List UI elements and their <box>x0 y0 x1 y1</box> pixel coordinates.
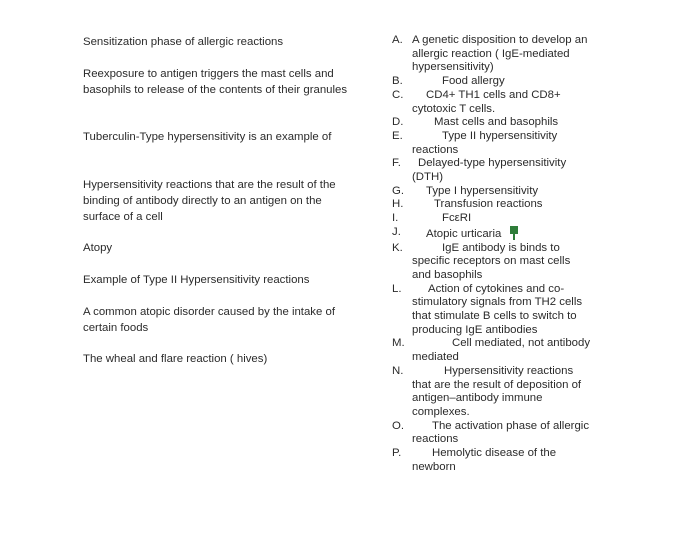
option-text: Atopic urticaria <box>426 227 502 240</box>
option-d <box>392 116 592 130</box>
option-letter: P. <box>392 447 402 460</box>
option-p <box>392 447 592 474</box>
option-letter: F. <box>392 157 401 170</box>
option-text: The activation phase of allergic reactions <box>412 419 590 446</box>
option-letter: O. <box>392 419 405 432</box>
question-1: Sensitization phase of allergic reactions <box>83 36 284 48</box>
option-text: Type II hypersensitivity reactions <box>412 129 558 156</box>
option-letter: B. <box>392 75 403 88</box>
option-k <box>392 242 592 283</box>
option-text: FcεRI <box>442 212 472 225</box>
option-text: Hypersensitivity reactions that are the result of deposition of antigen–antibody immune complexes. <box>412 364 582 418</box>
flag-icon <box>509 226 519 240</box>
option-b <box>392 75 592 89</box>
option-letter: M. <box>392 337 405 350</box>
option-c <box>392 89 592 116</box>
option-h <box>392 198 592 212</box>
question-3: Tuberculin-Type hypersensitivity is an example of <box>83 131 332 143</box>
option-text: CD4+ TH1 cells and CD8+ cytotoxic T cells. <box>412 88 561 115</box>
option-letter: A. <box>392 34 403 46</box>
option-letter: E. <box>392 129 403 142</box>
option-o <box>392 420 592 447</box>
question-8: The wheal and flare reaction ( hives) <box>83 353 268 365</box>
option-text: A genetic disposition to develop an allergic reaction ( IgE-mediated hypersensitivity) <box>412 34 588 74</box>
option-letter: G. <box>392 184 405 197</box>
question-5: Atopy <box>83 242 113 254</box>
question-7: A common atopic disorder caused by the intake of certain foods <box>83 306 336 334</box>
option-text: Delayed-type hypersensitivity (DTH) <box>412 157 567 184</box>
option-i <box>392 212 592 226</box>
option-text: Food allergy <box>442 75 505 88</box>
question-2: Reexposure to antigen triggers the mast cells and basophils to release of the contents of their granules <box>83 68 348 96</box>
option-l <box>392 283 592 338</box>
question-6: Example of Type II Hypersensitivity reactions <box>83 274 310 286</box>
option-text: Transfusion reactions <box>434 198 543 211</box>
option-a <box>392 34 592 75</box>
option-g <box>392 185 592 199</box>
option-text: Hemolytic disease of the newborn <box>412 447 557 473</box>
option-letter: H. <box>392 198 404 211</box>
option-letter: C. <box>392 88 404 101</box>
option-m <box>392 337 592 364</box>
option-letter: I. <box>392 212 399 225</box>
option-text-wrapper <box>412 226 592 242</box>
option-text: Action of cytokines and co-stimulatory signals from TH2 cells that stimulate B cells to switch to producing IgE antibodies <box>412 282 583 336</box>
option-letter: J. <box>392 225 401 238</box>
option-letter: L. <box>392 282 402 295</box>
option-text: IgE antibody is binds to specific receptors on mast cells and basophils <box>412 241 571 281</box>
options-column <box>392 34 592 475</box>
option-e <box>392 130 592 157</box>
question-4: Hypersensitivity reactions that are the result of the binding of antibody directly to an antigen on the surface of a cell <box>83 179 336 223</box>
option-text: Cell mediated, not antibody mediated <box>412 337 591 364</box>
option-text: Mast cells and basophils <box>434 116 559 129</box>
option-text: Type I hypersensitivity <box>426 184 539 197</box>
option-n <box>392 365 592 420</box>
option-letter: N. <box>392 364 404 377</box>
option-j <box>392 226 592 242</box>
option-f <box>392 157 592 184</box>
option-letter: K. <box>392 241 403 254</box>
option-letter: D. <box>392 116 404 129</box>
